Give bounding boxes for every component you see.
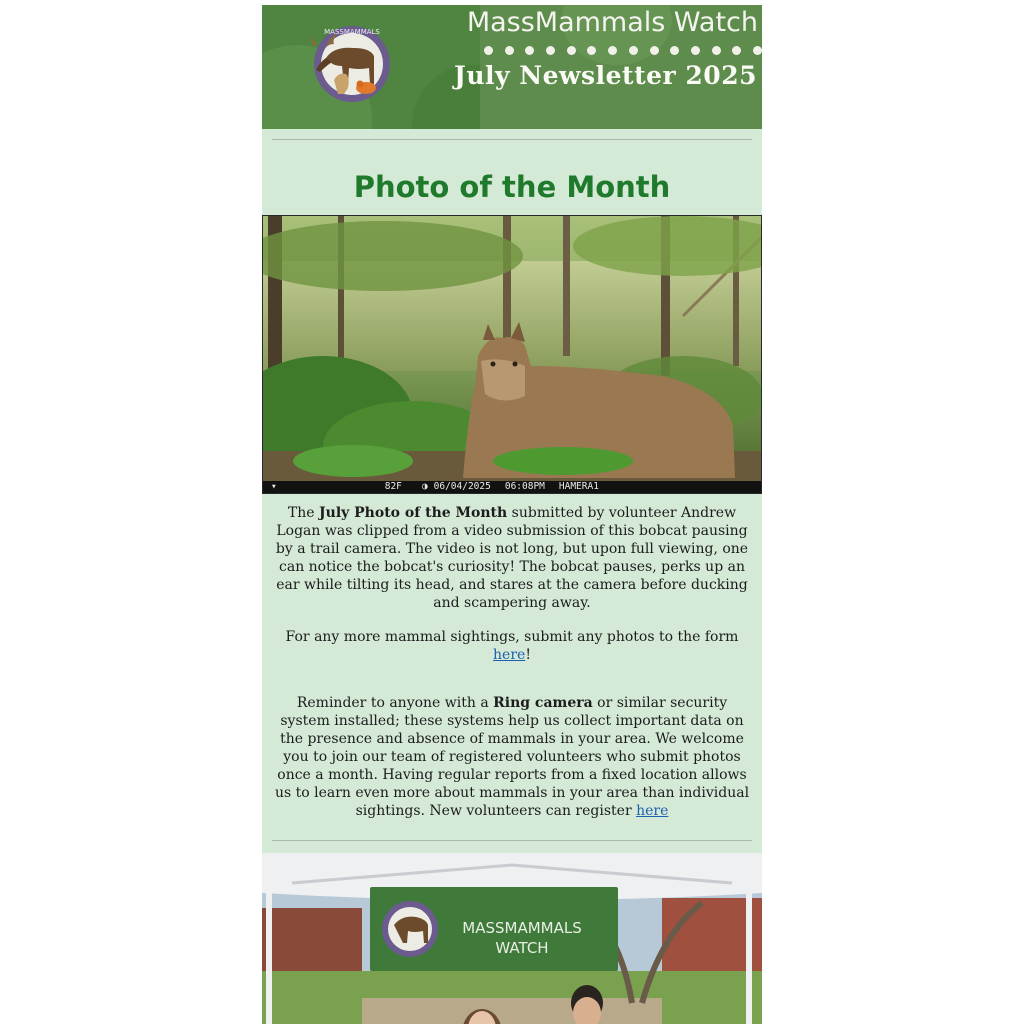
moon-icon: ◑ <box>421 481 428 492</box>
submit-form-link[interactable]: here <box>493 647 526 663</box>
date-readout: 06/04/2025 <box>433 481 491 492</box>
text-span: ! <box>525 647 531 663</box>
massmammals-logo <box>304 18 392 106</box>
time-readout: 06:08PM <box>504 481 545 492</box>
text-span: or similar security system installed; these systems help us collect important data on the presence and absence of mammals in your area. We welcome you to join our team of registered volunteers who submit photos once a month. Having regular reports from a fixed location allows us to learn even more about mammals in your area than individual sightings. New volunteers can register <box>274 695 750 819</box>
booth-banner-line2: WATCH <box>495 939 549 957</box>
booth-banner-line1: MASSMAMMALS <box>462 919 582 937</box>
bold-text: July Photo of the Month <box>319 505 508 521</box>
submit-prompt <box>272 628 752 664</box>
text-span: The <box>287 505 320 521</box>
article-body <box>262 504 762 820</box>
site-name: MassMammals Watch <box>466 7 758 38</box>
ring-camera-reminder <box>272 694 752 820</box>
bobcat-photo <box>262 215 762 494</box>
header-banner <box>262 5 762 129</box>
register-link[interactable]: here <box>636 803 669 819</box>
camera-name: HAMERA1 <box>558 481 599 492</box>
issue-title: July Newsletter 2025 <box>454 61 757 90</box>
logo-text: MASSMAMMALS <box>324 28 380 36</box>
dot-divider <box>484 43 762 57</box>
text-span: submitted by volunteer Andrew Logan was clipped from a video submission of this bobcat pausing by a trail camera. The video is not long, but upon full viewing, one can notice the bobcat's curiosity! The bobcat pauses, perks up an ear while tilting its head, and stares at the camera before ducking and scampering away. <box>275 505 749 611</box>
divider <box>272 139 752 140</box>
camera-timestamp <box>263 481 761 493</box>
text-span: Reminder to anyone with a <box>296 695 494 711</box>
photo-description <box>272 504 752 612</box>
divider <box>272 840 752 841</box>
outreach-booth-photo <box>262 853 762 1024</box>
section-title: Photo of the Month <box>353 170 671 204</box>
brand-icon: ▾ <box>271 481 277 492</box>
temperature-readout: 82F <box>384 481 402 492</box>
bold-text: Ring camera <box>493 695 593 711</box>
newsletter-email <box>262 5 762 1024</box>
text-span: For any more mammal sightings, submit any photos to the form <box>285 629 739 645</box>
